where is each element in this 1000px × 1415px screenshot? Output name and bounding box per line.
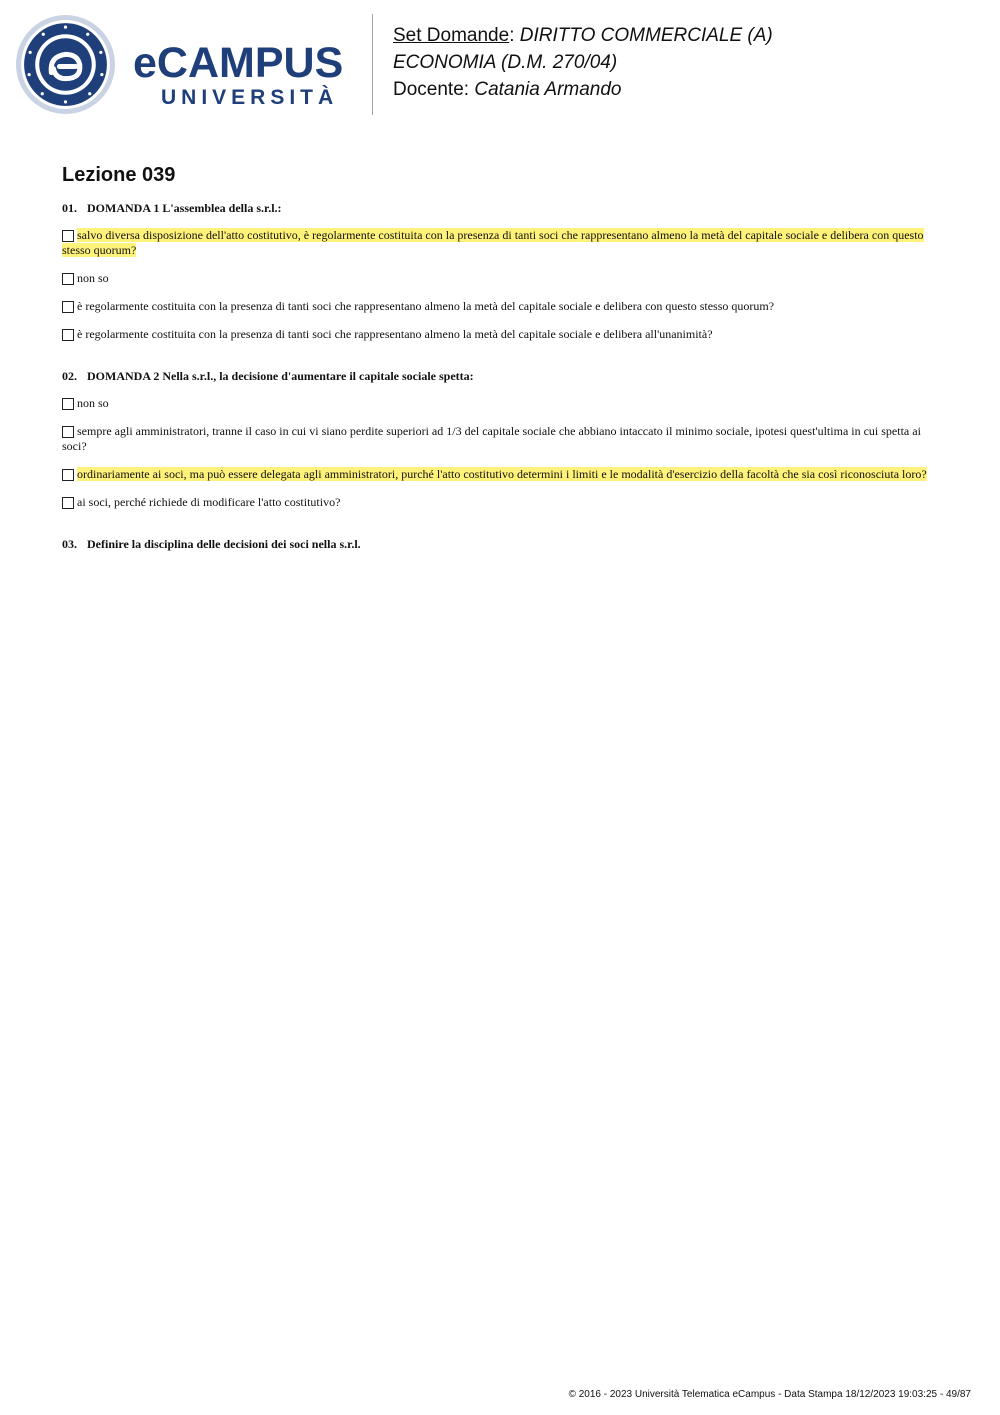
answer-option[interactable] xyxy=(62,467,942,482)
header-divider xyxy=(372,14,373,115)
course-line-1: Set Domande: DIRITTO COMMERCIALE (A) xyxy=(393,25,773,46)
course-name: DIRITTO COMMERCIALE (A) xyxy=(519,25,773,46)
lesson-content xyxy=(62,162,942,578)
answer-text: ai soci, perché richiede di modificare l'atto costitutivo? xyxy=(77,495,341,509)
question-number: 01. xyxy=(62,201,77,215)
question-text: Definire la disciplina delle decisioni dei soci nella s.r.l. xyxy=(87,537,361,551)
answer-checkbox[interactable] xyxy=(62,301,74,313)
teacher-line: Docente: Catania Armando xyxy=(393,79,622,100)
answer-checkbox[interactable] xyxy=(62,497,74,509)
answer-checkbox[interactable] xyxy=(62,469,74,481)
question-1 xyxy=(62,200,942,216)
answer-option[interactable] xyxy=(62,271,942,286)
question-text: DOMANDA 2 Nella s.r.l., la decisione d'aumentare il capitale sociale spetta: xyxy=(87,369,474,383)
question-block-1 xyxy=(62,200,942,342)
ecampus-seal-logo xyxy=(15,14,116,115)
page-header xyxy=(0,0,1000,125)
course-program: ECONOMIA (D.M. 270/04) xyxy=(393,52,618,73)
answer-option[interactable] xyxy=(62,327,942,342)
answer-option[interactable] xyxy=(62,495,942,510)
answer-checkbox[interactable] xyxy=(62,398,74,410)
logo-universita-text: UNIVERSITÀ xyxy=(161,86,339,109)
question-3 xyxy=(62,536,942,552)
answer-checkbox[interactable] xyxy=(62,329,74,341)
question-number: 02. xyxy=(62,369,77,383)
ecampus-wordmark xyxy=(133,40,343,110)
answer-option[interactable] xyxy=(62,228,942,258)
question-2 xyxy=(62,368,942,384)
answer-checkbox[interactable] xyxy=(62,230,74,242)
page-footer: © 2016 - 2023 Università Telematica eCampus - Data Stampa 18/12/2023 19:03:25 - 49/87 xyxy=(568,1389,971,1400)
logo-ecampus-text: eCAMPUS xyxy=(133,39,344,87)
set-label: Set Domande xyxy=(393,25,510,46)
answer-option[interactable] xyxy=(62,299,942,314)
course-line-2 xyxy=(393,49,773,76)
answer-text: è regolarmente costituita con la presenza di tanti soci che rappresentano almeno la metà del capitale sociale e delibera all'unanimità? xyxy=(77,327,713,341)
teacher-name: Catania Armando xyxy=(474,79,622,100)
answer-checkbox[interactable] xyxy=(62,426,74,438)
teacher-label: Docente xyxy=(393,79,464,100)
answer-text: sempre agli amministratori, tranne il caso in cui vi siano perdite superiori ad 1/3 del capitale sociale che abbiano intaccato il minimo sociale, ipotesi quest'ultima in cui spetta ai soci? xyxy=(62,424,921,453)
answer-text: è regolarmente costituita con la presenza di tanti soci che rappresentano almeno la metà del capitale sociale e delibera con questo stesso quorum? xyxy=(77,299,775,313)
question-block-2 xyxy=(62,368,942,510)
answer-checkbox[interactable] xyxy=(62,273,74,285)
question-text: DOMANDA 1 L'assemblea della s.r.l.: xyxy=(87,201,282,215)
lesson-title: Lezione 039 xyxy=(62,164,176,186)
question-number: 03. xyxy=(62,537,77,551)
answer-text-highlighted: salvo diversa disposizione dell'atto costitutivo, è regolarmente costituita con la presenza di tanti soci che rappresentano almeno la metà del capitale sociale e delibera con questo stesso quorum? xyxy=(62,228,924,257)
answer-option[interactable] xyxy=(62,396,942,411)
answer-text-highlighted: ordinariamente ai soci, ma può essere delegata agli amministratori, purché l'atto costitutivo determini i limiti e le modalità d'esercizio della facoltà che sia così riconosciuta loro? xyxy=(77,467,927,481)
question-block-3 xyxy=(62,536,942,552)
answer-option[interactable] xyxy=(62,424,942,454)
answer-text: non so xyxy=(77,396,109,410)
course-info xyxy=(393,22,773,103)
answer-text: non so xyxy=(77,271,109,285)
